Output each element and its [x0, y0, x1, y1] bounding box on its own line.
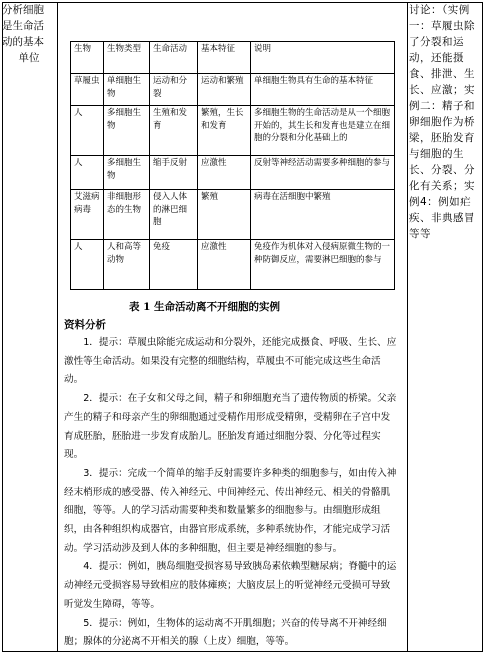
table-cell: 非细胞形态的生物 [104, 190, 150, 240]
table-row [71, 156, 395, 190]
table-cell: 繁殖 [198, 190, 251, 240]
table-row [71, 190, 395, 240]
left-title-cell [2, 2, 56, 66]
table-cell: 多细胞生物的生命活动是从一个细胞开始的，其生长和发育也是建立在细胞的分裂和分化基础上的 [251, 106, 395, 156]
table-row [71, 106, 395, 156]
left-title-line: 分析细胞 [2, 4, 44, 16]
analysis-body [64, 334, 398, 652]
header-cell: 基本特征 [198, 42, 251, 74]
table-cell: 病毒在活细胞中繁殖 [251, 190, 395, 240]
table-cell: 草履虫 [71, 74, 104, 106]
header-cell: 生物类型 [104, 42, 150, 74]
table-cell: 人 [71, 106, 104, 156]
analysis-paragraph: 2．提示：在子女和父母之间，精子和卵细胞充当了遗传物质的桥梁。父亲产生的精子和母亲产生的卵细胞通过受精作用形成受精卵，受精卵在子宫中发育成胚胎，胚胎进一步发育成胎儿。胚胎发育通过细胞分裂、分化等过程实现。 [64, 393, 397, 461]
table-caption: 表 1 生命活动离不开细胞的实例 [128, 301, 281, 313]
table-cell: 免疫作为机体对入侵病原微生物的一种防御反应，需要淋巴细胞的参与 [251, 240, 395, 290]
analysis-paragraph: 5．提示：例如，生物体的运动离不开肌细胞；兴奋的传导离不开神经细胞；腺体的分泌离不开相关的腺（上皮）细胞，等等。 [64, 617, 387, 648]
table-cell: 繁殖，生长和发育 [198, 106, 251, 156]
table-cell: 应激性 [198, 240, 251, 290]
header-cell: 生物 [71, 42, 104, 74]
analysis-paragraph: 3．提示：完成一个简单的缩手反射需要许多种类的细胞参与，如由传入神经末梢形成的感受器、传入神经元、中间神经元、传出神经元、相关的骨骼肌细胞，等等。人的学习活动需要种类和数量繁多的细胞参与。由细胞形成组织，由各种组织构成器官，由器官形成系统，多种系统协作，才能完成学习活动。学习活动涉及到人体的多种细胞，但主要是神经细胞的参与。 [64, 467, 397, 554]
table-cell: 侵入人体的淋巴细胞 [150, 190, 198, 240]
table-cell: 多细胞生物 [104, 106, 150, 156]
table-cell: 单细胞生物具有生命的基本特征 [251, 74, 395, 106]
table-cell: 单细胞生物 [104, 74, 150, 106]
table-cell: 人和高等动物 [104, 240, 150, 290]
table-cell: 艾滋病病毒 [71, 190, 104, 240]
table-cell: 反射等神经活动需要多种细胞的参与 [251, 156, 395, 190]
table-cell: 多细胞生物 [104, 156, 150, 190]
left-title-line: 动的基本 [2, 36, 44, 48]
table-cell: 运动和分裂 [150, 74, 198, 106]
analysis-paragraph: 4．提示：例如，胰岛细胞受损容易导致胰岛素依赖型糖尿病；脊髓中的运动神经元受损容易导致相应的肢体瘫痪；大脑皮层上的听觉神经元受损可导致听觉发生障碍，等等。 [64, 561, 397, 610]
table-cell: 缩手反射 [150, 156, 198, 190]
table-header-row [71, 42, 395, 74]
table-cell: 人 [71, 156, 104, 190]
table-cell: 免疫 [150, 240, 198, 290]
discussion-notes: 讨论：（实例一：草履虫除了分裂和运动，还能摄食、排泄、生长、应激；实例二：精子和卵细胞作为桥梁，胚胎发育与细胞的生长、分裂、分化有关系；实例4：例如疟疾、非典感冒等等 [409, 4, 475, 240]
table-cell: 人 [71, 240, 104, 290]
table-row [71, 74, 395, 106]
header-cell: 说明 [251, 42, 395, 74]
header-cell: 生命活动 [150, 42, 198, 74]
left-column-divider [57, 3, 58, 651]
analysis-paragraph: 1．提示：草履虫除能完成运动和分裂外，还能完成摄食、呼吸、生长、应激性等生命活动。如果没有完整的细胞结构，草履虫不可能完成这些生命活动。 [64, 337, 397, 386]
table-cell: 生殖和发育 [150, 106, 198, 156]
right-column-divider [407, 3, 408, 651]
table-cell: 应激性 [198, 156, 251, 190]
left-title-line: 是生命活 [2, 20, 44, 32]
examples-table [70, 41, 395, 290]
left-title-line: 单位 [18, 52, 40, 64]
table-cell: 运动和繁殖 [198, 74, 251, 106]
table-row [71, 240, 395, 290]
section-subheading: 资料分析 [64, 319, 106, 331]
